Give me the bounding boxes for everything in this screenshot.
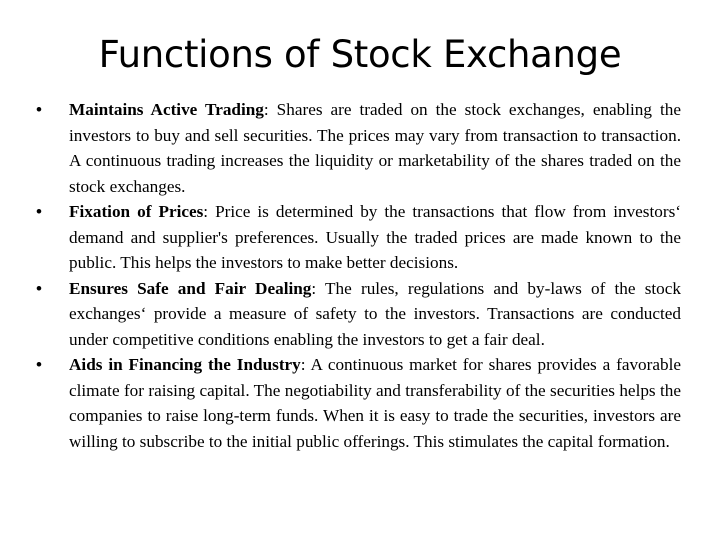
bullet-text: : Price is determined by the transactions that flow from investors‘ demand and supplier's preferences. Usually the traded prices are made known to the public. This helps the investors to make better decisions. bbox=[69, 202, 681, 272]
bullet-heading: Ensures Safe and Fair Dealing bbox=[69, 278, 312, 298]
bullet-heading: Maintains Active Trading bbox=[69, 100, 264, 119]
bullet-icon: • bbox=[36, 100, 42, 119]
bullet-item-fixation-of-prices bbox=[36, 199, 681, 276]
bullet-text: : A continuous market for shares provides a favorable climate for raising capital. The negotiability and transferability of the securities helps the companies to raise long-term funds. When it is easy to trade the securities, investors are willing to subscribe to the initial public offerings. This stimulates the capital formation. bbox=[69, 355, 681, 451]
bullet-item-maintains-active-trading bbox=[36, 97, 681, 199]
slide-title: Functions of Stock Exchange bbox=[98, 33, 622, 76]
bullet-text: : Shares are traded on the stock exchanges, enabling the investors to buy and sell securities. The prices may vary from transaction to transaction. A continuous trading increases the liquidity or marketability of the shares traded on the stock exchanges. bbox=[69, 100, 681, 196]
bullet-item-aids-in-financing-the-industry bbox=[36, 352, 681, 454]
bullet-icon: • bbox=[36, 278, 42, 298]
bullet-heading: Fixation of Prices bbox=[69, 202, 204, 221]
bullet-heading: Aids in Financing the Industry bbox=[69, 355, 301, 374]
bullet-icon: • bbox=[36, 202, 42, 221]
bullet-list bbox=[36, 97, 681, 454]
bullet-text: : The rules, regulations and by-laws of the stock exchanges‘ provide a measure of safety to the investors. Transactions are conducted under competitive conditions enabling the investors to get a fair deal. bbox=[69, 278, 681, 349]
bullet-icon: • bbox=[36, 355, 42, 374]
bullet-item-ensures-safe-and-fair-dealing bbox=[36, 276, 681, 353]
